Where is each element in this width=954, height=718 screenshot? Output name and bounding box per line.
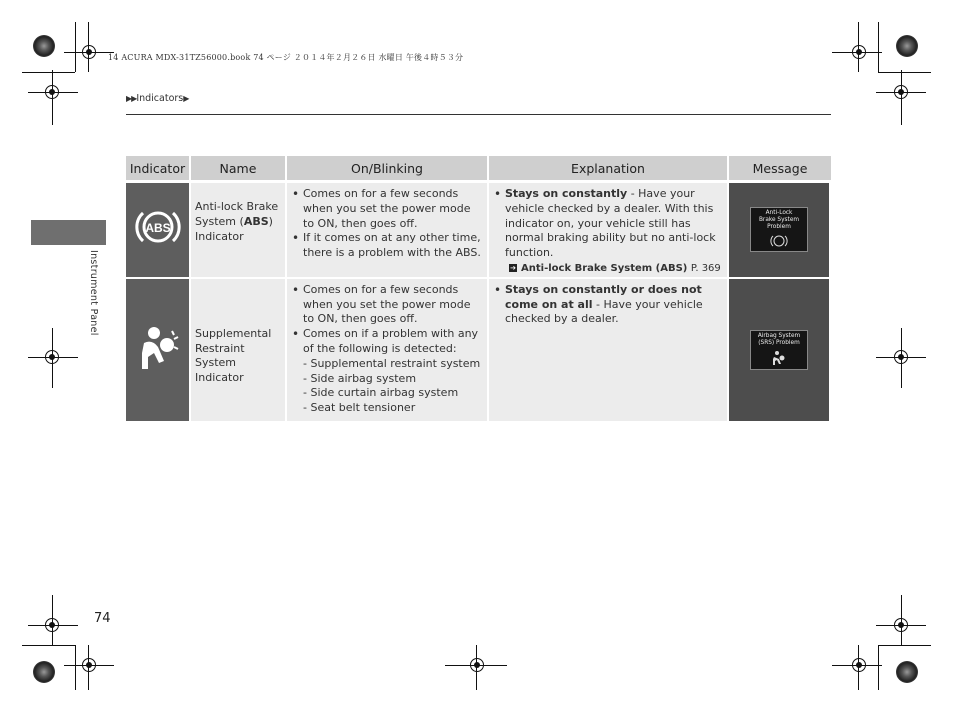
indicator-cell-abs: [126, 183, 191, 277]
list-item: • Comes on for a few seconds when you set the power mode to ON, then goes off.: [291, 187, 483, 231]
abs-small-icon: [770, 234, 788, 248]
list-subitem: - Side curtain airbag system: [303, 386, 459, 400]
header-rule: [126, 114, 831, 115]
abs-warning-icon: [134, 207, 182, 247]
cross-reference-link[interactable]: ➔ Anti-lock Brake System (ABS) P. 369: [510, 262, 721, 274]
column-header-name: Name: [191, 156, 287, 180]
reference-arrow-icon: ➔: [510, 263, 516, 272]
color-target-top-left: [33, 35, 55, 57]
table-row-srs: [126, 279, 831, 421]
display-message-abs: Anti-Lock Brake System Problem: [750, 207, 808, 252]
column-header-message: Message: [729, 156, 831, 180]
indicator-table: [126, 156, 831, 421]
indicator-name-abs: Anti-lock Brake System (ABS) Indicator: [191, 183, 287, 277]
table-header-row: [126, 156, 831, 180]
column-header-explanation: Explanation: [489, 156, 729, 180]
breadcrumb-arrow: ▶: [183, 94, 189, 103]
print-job-header: 14 ACURA MDX-31TZ56000.book 74 ページ ２０１４年２月２６日 水曜日 午後４時５３分: [108, 53, 464, 62]
display-message-srs: Airbag System (SRS) Problem: [750, 330, 808, 370]
color-target-bottom-left: [33, 661, 55, 683]
indicator-cell-srs: [126, 279, 191, 421]
breadcrumb: [126, 93, 188, 104]
on-blinking-abs: [287, 183, 489, 277]
list-subitem: - Seat belt tensioner: [303, 401, 416, 415]
chapter-label: Instrument Panel: [88, 250, 99, 336]
list-item: • Stays on constantly or does not come on at all - Have your vehicle checked by a dealer.: [493, 283, 723, 327]
on-blinking-srs: [287, 279, 489, 421]
airbag-small-icon: [771, 350, 787, 366]
column-header-on-blinking: On/Blinking: [287, 156, 489, 180]
color-target-bottom-right: [896, 661, 918, 683]
color-target-top-right: [896, 35, 918, 57]
list-item: • If it comes on at any other time, there is a problem with the ABS.: [291, 231, 483, 261]
table-row-abs: [126, 183, 831, 277]
list-subitem: - Side airbag system: [303, 371, 417, 385]
list-item: • Stays on constantly - Have your vehicle checked by a dealer. With this indicator on, your vehicle still has normal braking ability but no anti-lock function.: [493, 187, 723, 261]
explanation-abs: [489, 183, 729, 277]
explanation-srs: [489, 279, 729, 421]
breadcrumb-link-indicators[interactable]: Indicators: [136, 93, 184, 104]
message-cell-abs: [729, 183, 831, 277]
breadcrumb-arrows: ▶▶: [126, 94, 137, 103]
indicator-name-srs: Supplemental Restraint System Indicator: [191, 279, 287, 421]
message-cell-srs: [729, 279, 831, 421]
list-item: • Comes on if a problem with any of the following is detected:: [291, 327, 483, 357]
column-header-indicator: Indicator: [126, 156, 191, 180]
list-item: • Comes on for a few seconds when you set the power mode to ON, then goes off.: [291, 283, 483, 327]
chapter-tab: [31, 220, 106, 245]
svg-text:ABS: ABS: [144, 221, 171, 236]
airbag-warning-icon: [134, 321, 182, 373]
page-number: 74: [94, 611, 111, 626]
list-subitem: - Supplemental restraint system: [303, 356, 481, 370]
